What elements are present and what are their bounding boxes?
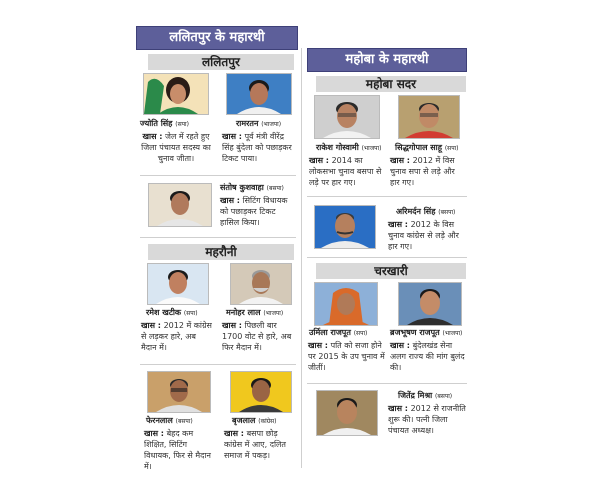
divider [307,383,467,384]
candidate-note-fernlal: खास : बेहद कम शिक्षित, सिटिंग विधायक, फिर से मैदान में। [144,429,211,471]
candidate-photo-ramesh-khatik [147,263,209,305]
candidate-name-jyoti-singh: ज्योति सिंह (सपा) [140,119,189,128]
candidate-photo-santosh-kushwaha [148,183,212,227]
candidate-note-jitendra-mishra: खास : 2012 से राजनीति शुरू की। पत्नी जिला पंचायत अध्यक्ष। [388,404,466,435]
candidate-note-arimardan-singh: खास : 2012 के विस चुनाव कांग्रेस से लड़े और हार गए। [388,220,459,251]
candidate-name-manohar-lal: मनोहर लाल (भाजपा) [226,308,284,317]
section-lalitpur: ललितपुर [148,54,294,70]
candidate-note-jyoti-singh: खास : जेल में रहते हुए जिला पंचायत सदस्य का चुनाव जीता। [141,132,211,163]
mahoba-banner: महोबा के महारथी [307,48,467,72]
candidate-photo-fernlal [147,371,211,413]
candidate-note-brajbhushan-rajput: खास : बुंदेलखंड सेना अलग राज्य की मांग बुलंद की। [390,341,465,372]
candidate-photo-manohar-lal [230,263,292,305]
candidate-name-siddhgopal-sahu: सिद्धगोपाल साहू (सपा) [395,143,459,152]
candidate-note-ramesh-khatik: खास : 2012 में कांग्रेस से लड़कर हारे, अब मैदान में। [141,321,212,352]
candidate-name-brajbhushan-rajput: ब्रजभूषण राजपूत (भाजपा) [390,328,463,337]
candidate-name-ramesh-khatik: रमेश खटीक (सपा) [146,308,198,317]
candidate-note-siddhgopal-sahu: खास : 2012 में विस चुनाव सपा से लड़े और हार गए। [390,156,455,187]
divider [140,175,296,176]
candidate-note-brijlal: खास : बसपा छोड़ कांग्रेस में आए, दलित समाज में पकड़। [224,429,286,460]
section-mahoba-sadar: महोबा सदर [316,76,466,92]
candidate-photo-brijlal [230,371,292,413]
lalitpur-banner: ललितपुर के महारथी [136,26,298,50]
column-divider [301,48,302,468]
candidate-photo-arimardan-singh [314,205,376,249]
divider [307,257,467,258]
candidate-note-santosh-kushwaha: खास : सिटिंग विधायक को पछाड़कर टिकट हासिल किया। [220,196,288,227]
divider [140,364,296,365]
candidate-note-manohar-lal: खास : पिछली बार 1700 वोट से हारे, अब फिर मैदान में। [222,321,292,352]
candidate-name-jitendra-mishra: जितेंद्र मिश्रा (बसपा) [398,391,453,400]
candidate-name-santosh-kushwaha: संतोष कुशवाहा (बसपा) [220,183,284,192]
section-mahrauni: महरौनी [148,244,294,260]
candidate-photo-urmila-rajput [314,282,378,326]
candidate-photo-siddhgopal-sahu [398,95,460,139]
candidate-photo-brajbhushan-rajput [398,282,462,326]
divider [140,237,296,238]
candidate-photo-ramratan [226,73,292,115]
candidate-note-rakesh-goswami: खास : 2014 का लोकसभा चुनाव बसपा से लड़े पर हार गए। [309,156,382,187]
candidate-note-ramratan: खास : पूर्व मंत्री वीरेंद्र सिंह बुंदेला को पछाड़कर टिकट पाया। [222,132,292,163]
candidate-photo-jitendra-mishra [316,390,378,436]
section-charkhari: चरखारी [316,263,466,279]
candidate-note-urmila-rajput: खास : पति को सजा होने पर 2015 के उप चुनाव में जीतीं। [308,341,385,372]
candidate-photo-rakesh-goswami [314,95,380,139]
candidate-name-ramratan: रामरतन (भाजपा) [236,119,282,128]
candidate-name-urmila-rajput: उर्मिला राजपूत (सपा) [309,328,368,337]
candidate-name-arimardan-singh: अरिमर्दन सिंह (बसपा) [396,207,456,216]
candidate-photo-jyoti-singh [143,73,209,115]
candidate-name-rakesh-goswami: राकेश गोस्वामी (भाजपा) [316,143,382,152]
candidate-name-fernlal: फेरनलाल (बसपा) [146,416,193,425]
divider [307,196,467,197]
candidate-name-brijlal: बृजलाल (कांग्रेस) [232,416,277,425]
